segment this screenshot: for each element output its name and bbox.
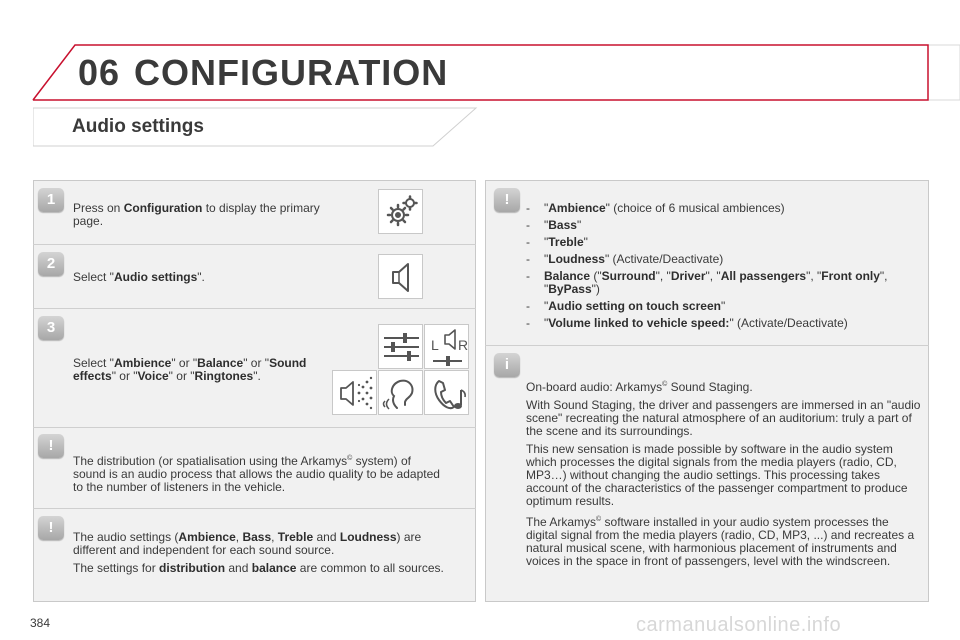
- audio-settings-icon-tile: [378, 254, 423, 299]
- divider: [33, 508, 476, 509]
- step-badge-3: 3: [38, 316, 64, 340]
- divider: [485, 345, 929, 346]
- step-badge-2: 2: [38, 252, 64, 276]
- list-item: - "Treble": [526, 235, 588, 249]
- distribution-note: The distribution (or spatialisation using the Arkamys© system) of sound is an audio process that allows the audio quality to be adapted to the number of listeners in the vehicle.: [73, 454, 440, 494]
- balance-right-label: R: [458, 337, 469, 353]
- ambience-icon-tile: [378, 324, 423, 369]
- step-1-text: Press on Configuration to display the primary page.: [73, 201, 320, 228]
- list-item: - "Ambience" (choice of 6 musical ambiences): [526, 201, 785, 215]
- divider: [33, 427, 476, 428]
- note-badge: !: [494, 188, 520, 212]
- watermark: carmanualsonline.info: [636, 614, 842, 636]
- step-badge-1: 1: [38, 188, 64, 212]
- divider: [33, 244, 476, 245]
- list-item: - "Volume linked to vehicle speed:" (Activate/Deactivate): [526, 316, 848, 330]
- voice-icon: [379, 371, 424, 416]
- voice-icon-tile: [378, 370, 423, 415]
- arkamys-info: On-board audio: Arkamys© Sound Staging. With Sound Staging, the driver and passengers are immersed in an "audio scene" recreating the natural atmosphere of an auditorium: truly a part of the scene and its surroundings. This new sensation is made possible by software in the audio system which processes the digital signals from the media players (radio, CD, MP3…) without changing the audio settings. This processing takes account of the characteristics of the passenger compartment to produce optimum results. The Arkamys© software installed in your audio system processes the digital signal from the media players (radio, CD, MP3, ...) and recreates a natural musical scene, with harmonious placement of instruments and voices in the space in front of passengers, level with the windscreen.: [526, 380, 921, 568]
- list-item: - "Bass": [526, 218, 582, 232]
- list-item: - "Loudness" (Activate/Deactivate): [526, 252, 724, 266]
- sound-effects-icon: [333, 371, 378, 416]
- speaker-icon: [379, 255, 424, 300]
- chapter-title: CONFIGURATION: [134, 52, 449, 93]
- sound-effects-icon-tile: [332, 370, 377, 415]
- gears-icon: [379, 190, 424, 235]
- step-3-text: Select "Ambience" or "Balance" or "Sound effects" or "Voice" or "Ringtones".: [73, 356, 307, 383]
- equalizer-icon: [379, 325, 424, 370]
- note-badge: !: [38, 434, 64, 458]
- info-badge: i: [494, 353, 520, 377]
- list-item: - "Audio setting on touch screen": [526, 299, 726, 313]
- balance-icon-tile: [424, 324, 469, 369]
- page-number: 384: [30, 616, 51, 630]
- ringtones-icon: [425, 371, 470, 416]
- independent-settings-note: The audio settings (Ambience, Bass, Treble and Loudness) are different and independent for each sound source. The settings for distribution and balance are common to all sources.: [73, 530, 444, 575]
- configuration-icon-tile: [378, 189, 423, 234]
- list-item-balance: - Balance ("Surround", "Driver", "All passengers", "Front only", "ByPass"): [526, 269, 888, 296]
- step-2-text: Select "Audio settings".: [73, 270, 205, 284]
- ringtones-icon-tile: [424, 370, 469, 415]
- section-title: Audio settings: [72, 116, 204, 137]
- note-badge: !: [38, 516, 64, 540]
- divider: [33, 308, 476, 309]
- audio-options-list: [526, 202, 921, 334]
- balance-left-label: L: [431, 337, 439, 353]
- chapter-number: 06: [78, 52, 121, 93]
